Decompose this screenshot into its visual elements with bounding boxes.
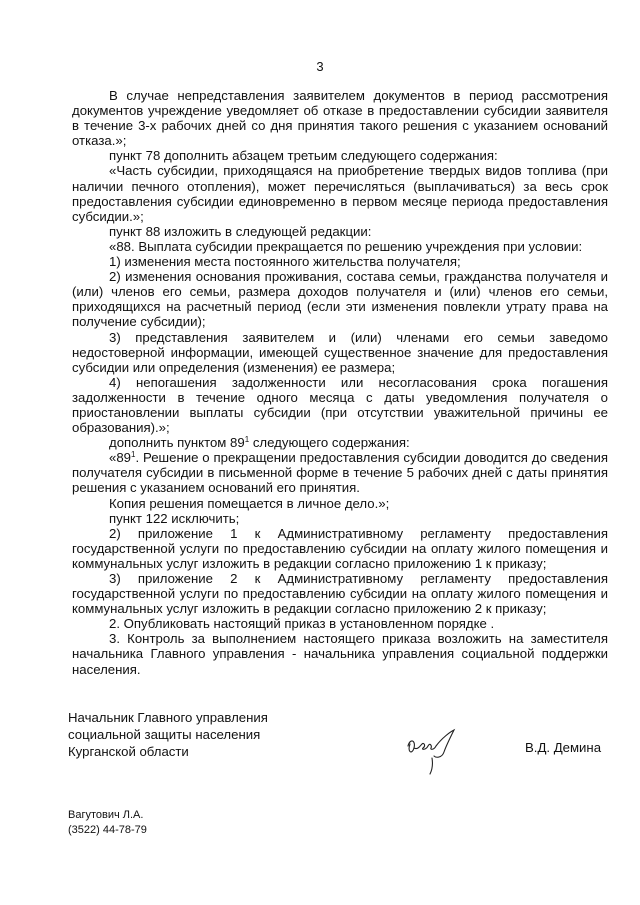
paragraph: 2) приложение 1 к Административному регламенту предоставления государственной услуги по предоставлению субсидии на оплату жилого помещения и коммунальных услуг изложить в редакции согласно приложению 1 к приказу; [72, 525, 608, 571]
signatory-position-line: Курганской области [68, 744, 189, 759]
handwritten-signature [404, 728, 464, 778]
paragraph: 3) приложение 2 к Административному регламенту предоставления государственной услуги по предоставлению субсидии на оплату жилого помещения и коммунальных услуг изложить в редакции согласно приложению 2 к приказу; [72, 571, 608, 617]
paragraph: В случае непредставления заявителем документов в период рассмотрения документов учреждение уведомляет об отказе в предоставлении субсидии заявителя в течение 3-х рабочих дней со дня принятия такого решения с указанием оснований отказа.»; [72, 88, 608, 149]
signatory-name: В.Д. Демина [525, 740, 602, 755]
paragraph: Копия решения помещается в личное дело.»; [109, 495, 390, 511]
paragraph-89-text: «$89^1$. Решение о прекращении предоставления субсидии доводится до сведения получателя субсидии в письменной форме в течение 5 рабочих дней с даты принятия решения с указанием оснований его принятия. [72, 450, 608, 496]
document-body [72, 88, 608, 677]
signatory-position-line: социальной защиты населения [68, 727, 261, 742]
signatory-position [68, 709, 268, 760]
paragraph: 3) представления заявителем и (или) членами его семьи заведомо недостоверной информации, имеющей существенное значение для предоставления субсидии или определения (изменения) ее размера; [72, 329, 608, 375]
signatory-position-line: Начальник Главного управления [68, 710, 268, 725]
page-number: 3 [316, 59, 324, 74]
paragraph: пункт 88 изложить в следующей редакции: [109, 223, 372, 239]
executor-info [68, 808, 147, 838]
paragraph: 2) изменения основания проживания, состава семьи, гражданства получателя и (или) членов его семьи, размера доходов получателя и (или) членов его семьи, приходящихся на расчетный период (если эти изменения повлекли утрату права на получение субсидии); [72, 269, 608, 330]
paragraph: «88. Выплата субсидии прекращается по решению учреждения при условии: [109, 238, 583, 254]
executor-name: Вагутович Л.А. [68, 809, 144, 821]
paragraph: пункт 78 дополнить абзацем третьим следующего содержания: [109, 148, 498, 164]
paragraph: 3. Контроль за выполнением настоящего приказа возложить на заместителя начальника Главного управления - начальника управления социальной поддержки населения. [72, 631, 608, 677]
paragraph: 2. Опубликовать настоящий приказ в установленном порядке . [109, 616, 495, 632]
paragraph: пункт 122 исключить; [109, 510, 240, 526]
paragraph: «Часть субсидии, приходящаяся на приобретение твердых видов топлива (при наличии печного отопления), может перечисляться (выплачиваться) за весь срок предоставления субсидии единовременно в первом месяце периода предоставления субсидии.»; [72, 163, 608, 224]
paragraph-89-intro: дополнить пунктом $89^1$ следующего содержания: [109, 435, 410, 451]
executor-phone: (3522) 44-78-79 [68, 824, 147, 836]
paragraph: 1) изменения места постоянного жительства получателя; [109, 254, 461, 270]
paragraph: 4) непогашения задолженности или несогласования срока погашения задолженности в течение одного месяца с даты уведомления получателя о приостановлении выплаты субсидии (при отсутствии уважительной причины ее образования).»; [72, 374, 608, 436]
